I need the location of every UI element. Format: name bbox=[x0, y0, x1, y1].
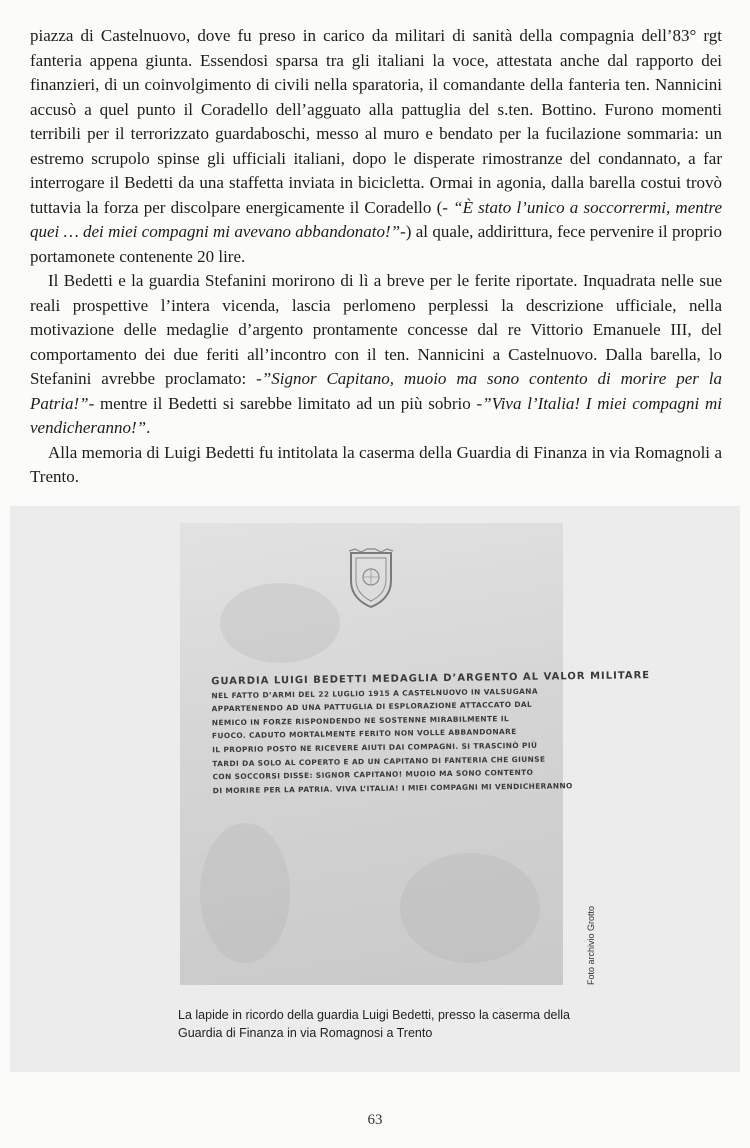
article-text bbox=[30, 24, 722, 490]
plaque-inscription bbox=[211, 670, 651, 798]
inscription-line: NEL FATTO D’ARMI DEL 22 LUGLIO 1915 A CASTELNUOVO IN VALSUGANA bbox=[211, 686, 539, 700]
photo-credit: Foto archivio Grotto bbox=[586, 905, 596, 985]
figure-caption: La lapide in ricordo della guardia Luigi Bedetti, presso la caserma della Guardia di Finanza in via Romagnosi a Trento bbox=[178, 1008, 570, 1040]
quote-bedetti: ”Viva l’Italia! I miei compagni mi vendicheranno!” bbox=[30, 393, 722, 437]
photo-stain bbox=[220, 583, 340, 663]
inscription-line: DI MORIRE PER LA PATRIA. VIVA L’ITALIA! I MIEI COMPAGNI MI VENDICHERANNO bbox=[212, 780, 573, 796]
paragraph-1: piazza di Castelnuovo, dove fu preso in carico da militari di sanità della compagnia dell’83° rgt fanteria appena giunta. Essendosi sparsa tra gli italiani la voce, attestata anche dal rapporto dei finanzieri, di un coinvolgimento di civili nella sparatoria, il comandante della fanteria ten. Nannicini accusò a quel punto il Coradello dell’agguato alla pattuglia del s.ten. Bottino. Furono momenti terribili per il terrorizzato guardaboschi, messo al muro e bendato per la fucilazione sommaria: un estremo scrupolo spinse gli ufficiali italiani, dopo le disperate rimostranze del condannato, a far interrogare il Bedetti da una staffetta inviata in bicicletta. Ormai in agonia, dalla barella costui trovò tuttavia la forza per discolpare energicamente il Coradello (- “È stato l’unico a soccorrermi, mentre quei … dei miei compagni mi avevano abbandonato!”-) al quale, addirittura, fece pervenire il proprio portamonete contenente 20 lire. bbox=[30, 26, 722, 266]
photo-stain bbox=[200, 823, 290, 963]
photo-stain bbox=[400, 853, 540, 963]
inscription-line: CON SOCCORSI DISSE: SIGNOR CAPITANO! MUOIO MA SONO CONTENTO bbox=[212, 767, 534, 782]
inscription-line: APPARTENENDO AD UNA PATTUGLIA DI ESPLORAZIONE ATTACCATO DAL bbox=[211, 699, 533, 714]
page-number: 63 bbox=[367, 1112, 383, 1128]
coat-of-arms-icon bbox=[345, 547, 397, 609]
paragraph-3: Alla memoria di Luigi Bedetti fu intitolata la caserma della Guardia di Finanza in via Romagnoli a Trento. bbox=[30, 442, 722, 486]
inscription-line: FUOCO. CADUTO MORTALMENTE FERITO NON VOLLE ABBANDONARE bbox=[211, 727, 517, 741]
inscription-line: GUARDIA LUIGI BEDETTI MEDAGLIA D’ARGENTO AL VALOR MILITARE bbox=[211, 670, 651, 688]
quote-stefanini: ”Signor Capitano, muoio ma sono contento di morire per la Patria!” bbox=[30, 369, 722, 413]
paragraph-2: Il Bedetti e la guardia Stefanini morirono di lì a breve per le ferite riportate. Inquadrata nelle sue reali prospettive l’intera vicenda, lascia perlomeno perplessi la descrizione ufficiale, nella motivazione delle medaglie d’argento prontamente concesse dal re Vittorio Emanuele III, del comportamento dei due feriti all’incontro con il ten. Nannicini a Castelnuovo. Dalla barella, lo Stefanini avrebbe proclamato: -”Signor Capitano, muoio ma sono contento di morire per la Patria!”- mentre il Bedetti si sarebbe limitato ad un più sobrio -”Viva l’Italia! I miei compagni mi vendicheranno!”. bbox=[30, 271, 722, 437]
inscription-line: TARDI DA SOLO AL COPERTO E AD UN CAPITANO DI FANTERIA CHE GIUNSE bbox=[212, 754, 546, 768]
inscription-line: NEMICO IN FORZE RISPONDENDO NE SOSTENNE MIRABILMENTE IL bbox=[211, 713, 510, 728]
quote-bedetti-defense: “È stato l’unico a soccorrermi, mentre quei … dei miei compagni mi avevano abbandonato!” bbox=[30, 197, 722, 241]
inscription-line: IL PROPRIO POSTO NE RICEVERE AIUTI DAI COMPAGNI. SI TRASCINÒ PIÙ bbox=[212, 740, 538, 755]
